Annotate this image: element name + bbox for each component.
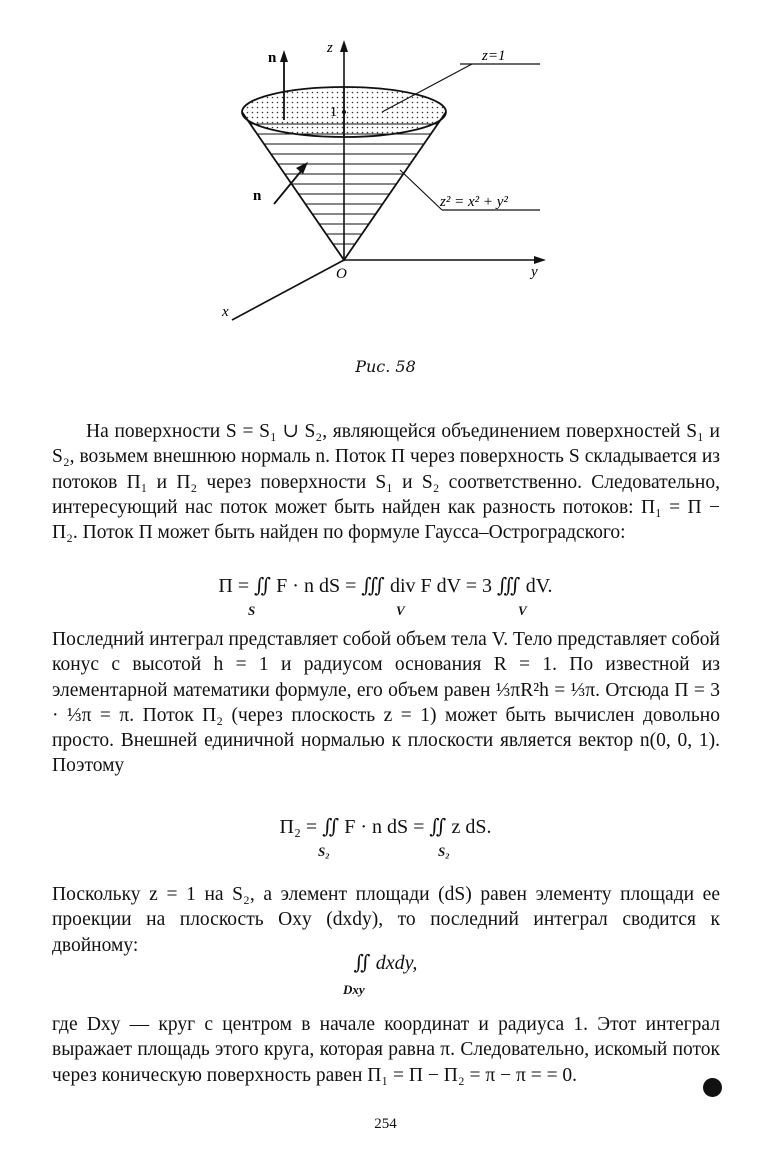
flux-s2-formula (0, 814, 771, 859)
figure-caption: Рис. 58 (355, 357, 416, 376)
normal-side-arrow (274, 170, 302, 204)
z-axis-label: z (327, 40, 333, 56)
formula-3-body: ∬ dxdy, (353, 952, 418, 974)
formula-1-body: Π = ∬ F · n dS = ∭ div F dV = 3 ∭ dV. (218, 575, 553, 597)
one-label: 1 (330, 105, 337, 120)
formula-3-sub: Dxy (343, 982, 365, 997)
n-side-label: n (253, 188, 262, 204)
paragraph-2: Последний интеграл представляет собой объем тела V. Тело представляет собой конус с высотой h = 1 и радиусом основания R = 1. По известной из элементарной математики формуле, его объем равен ⅓πR²h = ⅓π. Отсюда Π = 3 · ⅓π = π. Поток Π₂ (через плоскость z = 1) может быть вычислен довольно просто. Внешней единичной нормалью к плоскости является вектор n(0, 0, 1). Поэтому (52, 629, 720, 777)
formula-1-sub-v1: V (396, 603, 405, 618)
page-number: 254 (374, 1116, 397, 1132)
cone-figure (200, 20, 580, 340)
formula-2-sub-1: S₂ (318, 844, 330, 859)
formula-2-sub-2: S₂ (438, 844, 450, 859)
paragraph-3: Поскольку z = 1 на S₂, а элемент площади (dS) равен элементу площади ее проекции на плоскость Oxy (dxdy), то последний интеграл сводится к двойному: (52, 884, 720, 956)
cone-equation-label: z² = x² + y² (440, 194, 508, 210)
formula-1-sub-v2: V (518, 603, 527, 618)
plane-label: z=1 (482, 48, 506, 64)
x-axis-label: x (222, 304, 229, 320)
formula-1-sub-s: S (248, 603, 256, 618)
y-axis-arrow (534, 256, 546, 264)
gauss-ostrogradsky-formula (0, 573, 771, 618)
paragraph-1: На поверхности S = S₁ ∪ S₂, являющейся объединением поверхностей S₁ и S₂, возьмем внешнюю нормаль n. Поток Π через поверхность S складывается из потоков Π₁ и Π₂ через поверхности S₁ и S₂ соответственно. Следовательно, интересующий нас поток может быть найден как разность потоков: Π₁ = Π − Π₂. Поток Π может быть найден по формуле Гаусса–Остроградского: (52, 421, 720, 544)
z-axis-arrow (340, 40, 348, 52)
origin-label: O (336, 266, 347, 282)
end-of-solution-mark (703, 1078, 722, 1097)
y-axis-label: y (531, 264, 538, 280)
n-top-label: n (268, 50, 277, 66)
double-integral-formula (0, 950, 771, 997)
x-axis (232, 260, 344, 320)
formula-2-body: Π₂ = ∬ F · n dS = ∬ z dS. (279, 816, 492, 838)
paragraph-4: где Dxy — круг с центром в начале координат и радиуса 1. Этот интеграл выражает площадь этого круга, которая равна π. Следовательно, искомый поток через коническую поверхность равен Π₁ = Π − Π₂ = π − π = = 0. (52, 1014, 720, 1086)
cone-leader (400, 170, 442, 210)
